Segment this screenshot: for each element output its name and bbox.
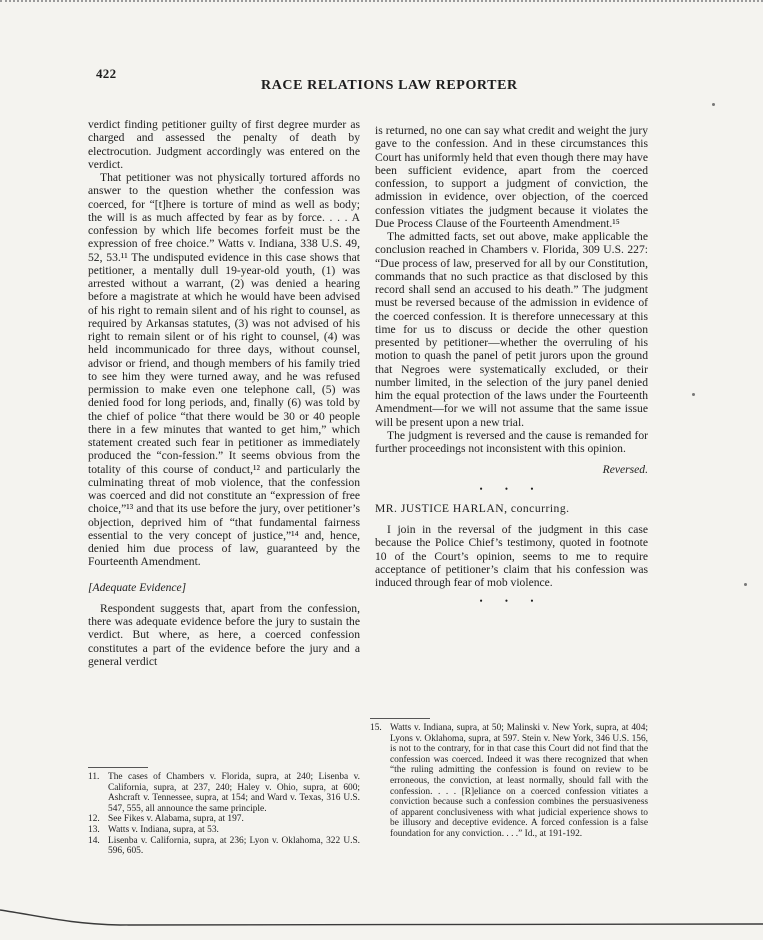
paragraph: That petitioner was not physically tortured affords no answer to the question whether the confession was coerced, for “[t]here is torture of mind as well as body; the will is as much affected by fear as by force. . . . A confession by which life becomes forfeit must be the expression of free choice.” Watts v. Indiana, 338 U.S. 49, 52, 53.¹¹ The undisputed evidence in this case shows that petitioner, a mentally dull 19-year-old youth, (1) was arrested without a warrant, (2) was denied a hearing before a magistrate at which he would have been advised of his right to remain silent and of his right to counsel, as required by Arkansas statutes, (3) was not advised of his right to remain silent or of his right to counsel, (4) was held incommunicado for three days, without counsel, advisor or friend, and though members of his family tried to see him they were turned away, and he was refused permission to make even one telephone call, (5) was denied food for long periods, and, finally (6) was told by the chief of police “that there would be 30 or 40 people there in a few minutes that wanted to get him,” which statement created such fear in petitioner as immediately produced the “con-fession.” It seems obvious from the totality of this course of conduct,¹² and particularly the culminating threat of mob violence, that the confession was coerced and did not constitute an “expression of free choice,”¹³ and that its use before the jury, over petitioner’s objection, deprived him of “that fundamental fairness essential to the very concept of justice,”¹⁴ and, hence, denied him due process of law, guaranteed by the Fourteenth Amendment. [88, 171, 360, 569]
footnotes-right [370, 718, 648, 840]
end-separator: • • • [479, 596, 544, 607]
paragraph: Respondent suggests that, apart from the confession, there was adequate evidence before the jury to sustain the verdict. But where, as here, a coerced confession constitutes a part of the evidence before the jury and a general verdict [88, 601, 360, 668]
right-column [375, 124, 648, 615]
left-column [88, 118, 360, 668]
running-title: RACE RELATIONS LAW REPORTER [261, 78, 518, 93]
footnote-text: Watts v. Indiana, supra, at 50; Malinski v. New York, supra, at 404; Lyons v. Oklahoma, supra, at 597. Stein v. New York, 346 U.S. 156, is not to the contrary, for in that case this Court did not find that the confession was coerced. Indeed it was there recognized that when “the ruling admitting the confession is found on review to be erroneous, the conviction, at least normally, should fall with the confession. . . . [R]eliance on a coerced confession vitiates a conviction because such a confession combines the persuasiveness of apparent conclusiveness with what judicial experience shows to be illusory and deceptive evidence. A forced confession is a false foundation for any conviction. . . .” Id., at 191-192. [390, 723, 648, 839]
scan-speck [744, 583, 747, 586]
footnote [370, 723, 648, 840]
scan-speck [692, 393, 695, 396]
paragraph: The judgment is reversed and the cause is remanded for further proceedings not inconsistent with this opinion. [375, 428, 648, 455]
footnote-number: 15. [370, 723, 382, 733]
section-separator: • • • [479, 483, 544, 494]
footnote-number: 14. [88, 835, 100, 846]
footnotes-left [88, 767, 360, 857]
page-header [96, 66, 696, 93]
footnote-number: 11. [88, 772, 100, 782]
footnote-number: 13. [88, 824, 100, 835]
scan-speck [712, 103, 715, 106]
footnote-text: Watts v. Indiana, supra, at 53. [108, 824, 219, 835]
disposition: Reversed. [602, 463, 648, 477]
concurrence-heading: MR. JUSTICE HARLAN, concurring. [375, 501, 570, 515]
footnote [88, 772, 360, 814]
footnote-rule [370, 718, 430, 719]
paragraph: I join in the reversal of the judgment in this case because the Police Chief’s testimony, quoted in footnote 10 of the Court’s opinion, seems to me to require acceptance of petitioner’s claim that his confession was induced through fear of mob violence. [375, 523, 648, 589]
page-top-edge [0, 0, 763, 5]
paragraph: verdict finding petitioner guilty of first degree murder as charged and assessed the penalty of death by electrocution. Judgment accordingly was entered on the verdict. [88, 118, 360, 171]
paragraph: is returned, no one can say what credit and weight the jury gave to the confession. And in these circumstances this Court has uniformly held that even though there may have been sufficient evidence, apart from the coerced confession, to support a judgment of conviction, the admission in evidence, over objection, of the coerced confession vitiates the judgment because it violates the Due Process Clause of the Fourteenth Amendment.¹⁵ [375, 124, 648, 230]
footnote [88, 825, 360, 836]
footnote-text: See Fikes v. Alabama, supra, at 197. [108, 814, 244, 825]
footnote-text: The cases of Chambers v. Florida, supra, at 240; Lisenba v. California, supra, at 237, 240; Haley v. Ohio, supra, at 600; Ashcraft v. Tennessee, supra, at 154; and Ward v. Texas, 316 U.S. 547, 555, all announce the same principle. [108, 772, 360, 814]
footnote [88, 836, 360, 857]
footnote-text: Lisenba v. California, supra, at 236; Lyon v. Oklahoma, 322 U.S. 596, 605. [108, 835, 360, 857]
page-number: 422 [96, 66, 117, 81]
paragraph: The admitted facts, set out above, make applicable the conclusion reached in Chambers v. Florida, 309 U.S. 227: “Due process of law, preserved for all by our Constitution, commands that no such practice as that disclosed by this record shall send an accused to his death.” The judgment must be reversed because of the admission in evidence of the coerced confession. It is therefore unnecessary at this time for us to discuss or decide the other question presented by petitioner—whether the overruling of his motion to quash the panel of petit jurors upon the ground that Negroes were systematically excluded, or their number limited, in the selection of the jury panel denied him the equal protection of the laws under the Fourteenth Amendment—for we will not assume that the same issue will be present upon a new trial. [375, 230, 648, 429]
footnote-rule [88, 767, 148, 768]
footnote [88, 814, 360, 825]
section-heading: [Adequate Evidence] [88, 580, 187, 594]
scan-artifact-streak [0, 908, 763, 928]
footnote-number: 12. [88, 814, 100, 825]
